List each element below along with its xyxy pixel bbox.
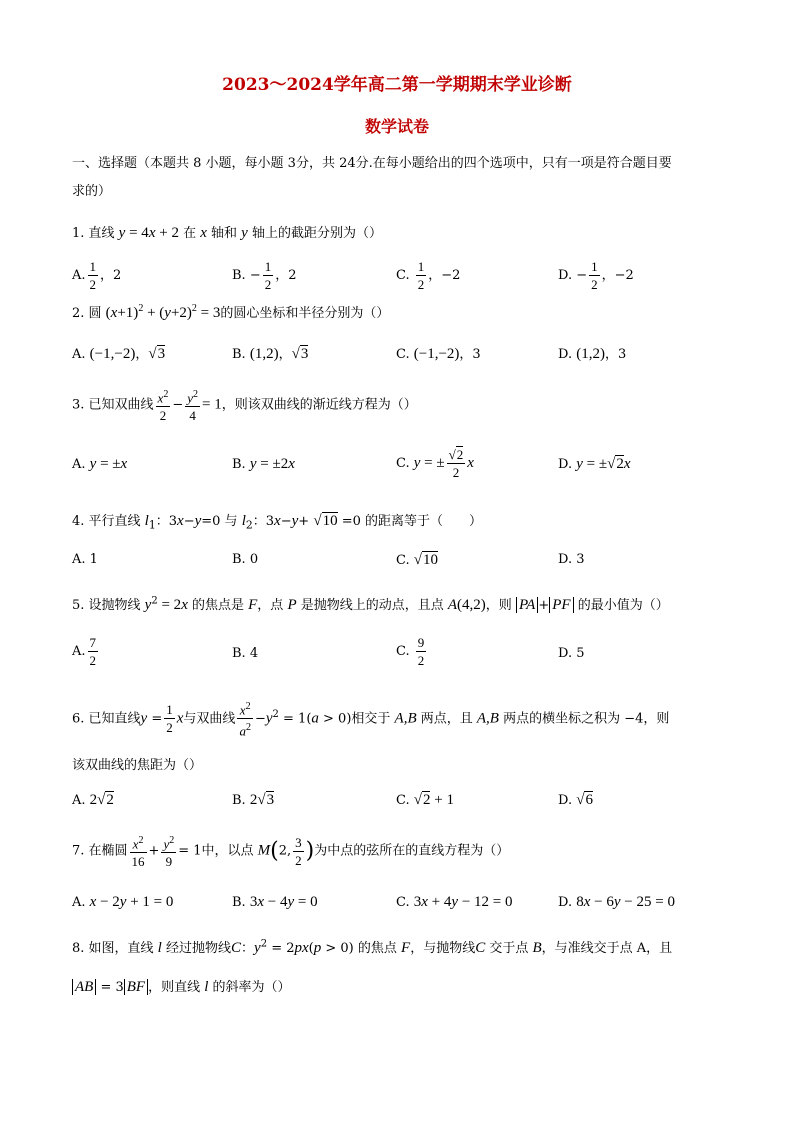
question-4-option-d: D. 3 bbox=[558, 552, 585, 567]
question-8-stem: 8. 如图，直线 l 经过抛物线C：$y^2 = 2px(p > 0)$ 的焦点 F，与抛物线C 交于点 B，与准线交于点 A，且 bbox=[72, 938, 673, 956]
section-intro-line2: 求的） bbox=[72, 184, 112, 199]
question-3-stem: 3. 已知双曲线 $\frac{x^2}{2}$ − $\frac{y^2}{4}$ = 1，则该双曲线的渐近线方程为（） bbox=[72, 386, 417, 424]
question-5-option-a: A. $\frac{7}{2}$ bbox=[72, 635, 97, 668]
question-5-option-c: C. $\frac{9}{2}$ bbox=[396, 635, 425, 668]
question-7-option-b: B. 3x − 4y = 0 bbox=[232, 894, 318, 910]
question-3-option-d: D. y = ±√2x bbox=[558, 456, 631, 472]
question-6-option-a: A. 2√2 bbox=[72, 792, 114, 808]
question-3-option-b: B. y = ±2x bbox=[232, 456, 295, 472]
question-4-option-c: C. √10 bbox=[396, 552, 438, 568]
question-4-option-b: B. 0 bbox=[232, 552, 259, 567]
question-1-option-b: B. − $\frac{1}{2}$ ，2 bbox=[232, 259, 297, 292]
question-1-stem: 1. 直线 y = 4x + 2 在 x 轴和 y 轴上的截距分别为（） bbox=[72, 225, 382, 241]
question-1-option-c: C. $\frac{1}{2}$ ，−2 bbox=[396, 259, 461, 292]
question-2-stem: 2. 圆 $(x+1)^2 + (y+2)^2 = 3$的圆心坐标和半径分别为（） bbox=[72, 303, 390, 321]
question-8-stem-line2: AB = 3 BF ，则直线 l 的斜率为（） bbox=[72, 976, 291, 996]
question-2-option-c: C. (−1,−2)，3 bbox=[396, 346, 481, 362]
question-5-option-b: B. 4 bbox=[232, 646, 259, 661]
question-6-option-b: B. 2√3 bbox=[232, 792, 275, 808]
question-1-option-a: A. $\frac{1}{2}$ ，2 bbox=[72, 259, 122, 292]
page-title: 2023～2024学年高二第一学期期末学业诊断 bbox=[222, 75, 572, 95]
question-3-option-c: C. y = ± $\frac{√2}{2}$ x bbox=[396, 447, 474, 480]
question-7-option-c: C. 3x + 4y − 12 = 0 bbox=[396, 894, 513, 910]
question-6-stem-line2: 该双曲线的焦距为（） bbox=[72, 758, 203, 773]
section-intro-line1: 一、选择题（本题共 8 小题，每小题 3分，共 24分.在每小题给出的四个选项中，只有一项是符合题目要 bbox=[72, 156, 672, 171]
question-5-stem: 5. 设抛物线 $y^2 = 2x$ 的焦点是 F，点 P 是抛物线上的动点，且点 A(4,2)，则 PA + PF 的最小值为（） bbox=[72, 595, 669, 613]
question-6-option-c: C. √2 + 1 bbox=[396, 792, 454, 808]
question-7-option-d: D. 8x − 6y − 25 = 0 bbox=[558, 894, 675, 910]
page-subtitle: 数学试卷 bbox=[364, 117, 429, 136]
question-6-stem: 6. 已知直线y = $\frac{1}{2}$ x与双曲线 $\frac{x^2}{a^2}$ $-y^2 = 1(a > 0)$相交于 A,B 两点，且 A,B 两点的横坐标之积为 −4，则 bbox=[72, 698, 669, 740]
question-5-option-d: D. 5 bbox=[558, 646, 585, 661]
question-3-option-a: A. y = ±x bbox=[72, 456, 128, 472]
question-6-option-d: D. √6 bbox=[558, 792, 593, 808]
question-2-option-d: D. (1,2)，3 bbox=[558, 346, 627, 362]
question-7-stem: 7. 在椭圆 $\frac{x^2}{16}$ + $\frac{y^2}{9}$ = 1中，以点 M(2, $\frac{3}{2}$ )为中点的弦所在的直线方程为（） bbox=[72, 832, 509, 870]
question-4-option-a: A. 1 bbox=[72, 552, 98, 567]
question-7-option-a: A. x − 2y + 1 = 0 bbox=[72, 894, 174, 910]
question-2-option-b: B. (1,2)，√3 bbox=[232, 346, 309, 362]
question-4-stem: 4. 平行直线 $l_1$：3x−y=0 与 $l_2$：3x−y+ √10 =0 的距离等于（ ） bbox=[72, 513, 482, 532]
question-2-option-a: A. (−1,−2)，√3 bbox=[72, 346, 166, 362]
question-1-option-d: D. − $\frac{1}{2}$ ，−2 bbox=[558, 259, 634, 292]
